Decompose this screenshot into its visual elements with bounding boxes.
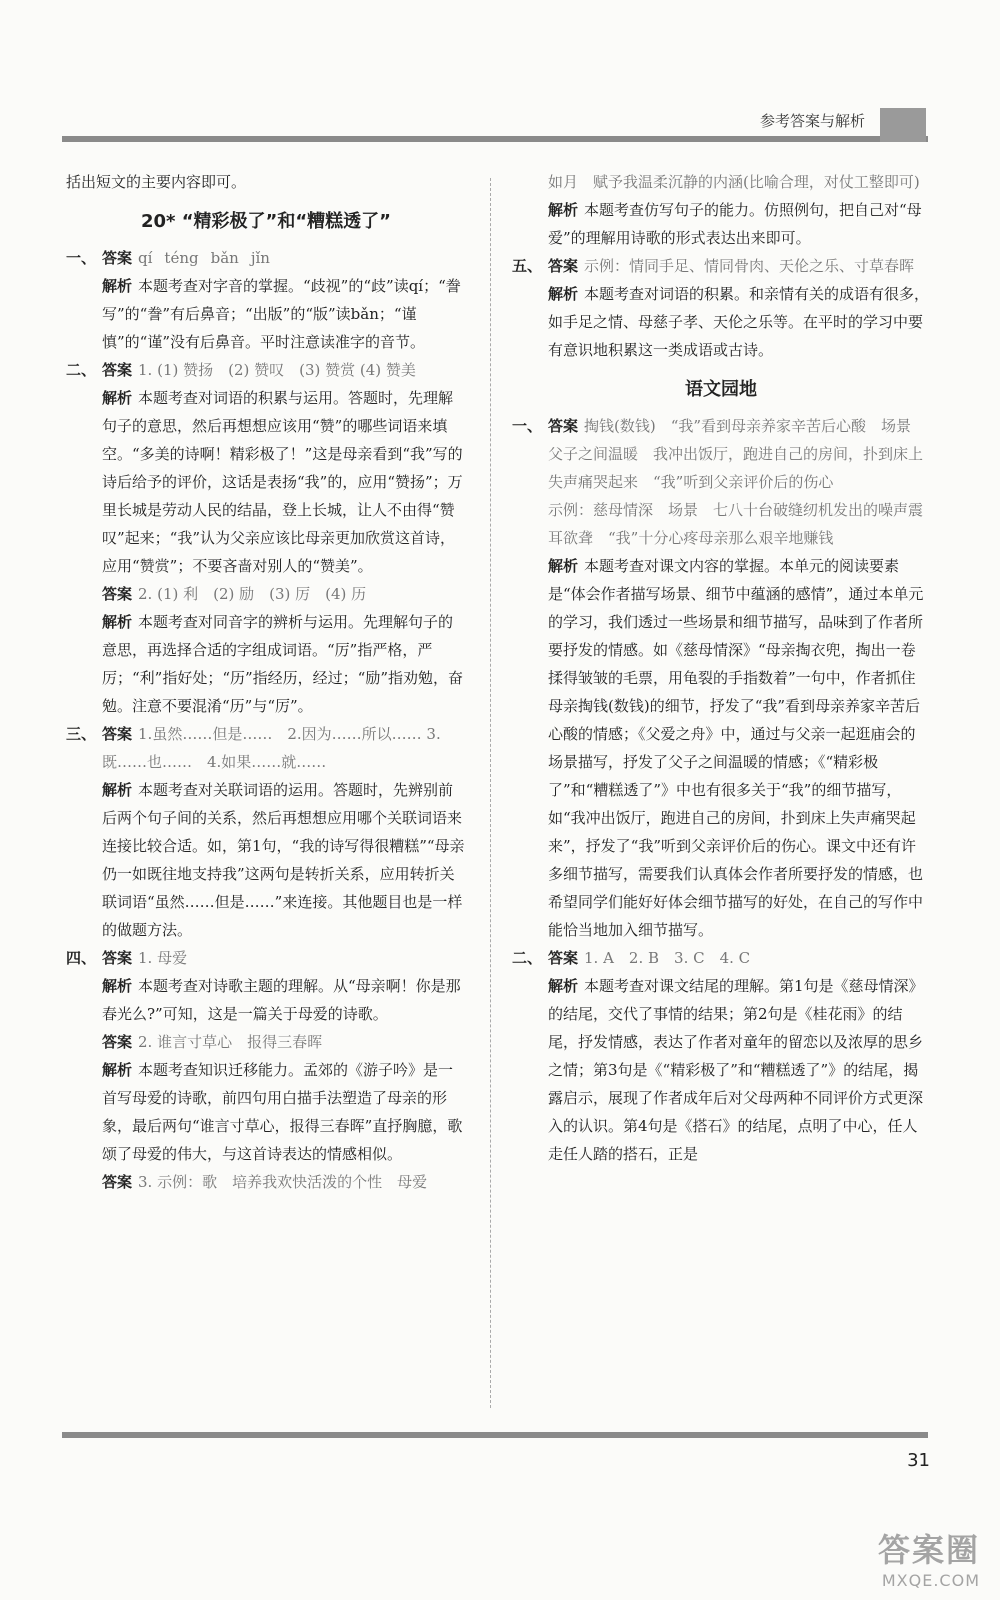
analysis-text: 本题考查对关联词语的运用。答题时，先辨别前后两个句子间的关系，然后再想想应用哪个关联词语来连接比较合适。如，第1句，“我的诗写得很糟糕”“母亲仍一如既往地支持我”这两句是转折关系，应用转折关联词语“虽然……但是……”来连接。其他题目也是一样的做题方法。 [102, 781, 465, 939]
answer-label: 答案 [548, 417, 579, 435]
intro-text: 括出短文的主要内容即可。 [66, 173, 247, 191]
footer-rule [62, 1432, 928, 1438]
garden-section-2 [512, 944, 930, 1168]
analysis-text: 本题考查仿写句子的能力。仿照例句，把自己对“母爱”的理解用诗歌的形式表达出来即可。 [548, 201, 922, 247]
section-1 [66, 244, 466, 356]
analysis-text: 本题考查对课文内容的掌握。本单元的阅读要素是“体会作者描写场景、细节中蕴涵的感情”，通过本单元的学习，我们透过一些场景和细节描写，品味到了作者所要抒发的情感。如《慈母情深》“母亲掏衣兜，掏出一卷揉得皱皱的毛票，用龟裂的手指数着”一句中，作者抓住母亲掏钱(数钱)的细节，抒发了“我”看到母亲养家辛苦后心酸的情感；《父爱之舟》中，通过与父亲一起逛庙会的场景描写，抒发了父子之间温暖的情感；《“精彩极了”和“糟糕透了”》中也有很多关于“我”的细节描写，如“我冲出饭厅，跑进自己的房间，扑到床上失声痛哭起来”，抒发了“我”听到父亲评价后的伤心。课文中还有许多细节描写，需要我们认真体会作者所要抒发的情感，也希望同学们能好好体会细节描写的好处，在自己的写作中能恰当地加入细节描写。 [548, 557, 924, 939]
left-column [66, 168, 466, 1196]
analysis-label: 解析 [548, 557, 579, 575]
answer-label: 答案 [102, 1173, 133, 1191]
answer-text: 3. 示例：歌 培养我欢快活泼的个性 母爱 [138, 1173, 428, 1191]
answer-label: 答案 [102, 949, 133, 967]
section-number: 二、 [512, 949, 543, 967]
page-number: 31 [907, 1450, 930, 1471]
answer-text: 1. 母爱 [138, 949, 188, 967]
column-divider [490, 178, 491, 1408]
analysis-label: 解析 [102, 781, 133, 799]
section-3 [66, 720, 466, 944]
answer-text: 示例：情同手足、情同骨肉、天伦之乐、寸草春晖 [584, 257, 915, 275]
analysis-text: 本题考查对诗歌主题的理解。从“母亲啊！你是那春光么?”可知，这是一篇关于母爱的诗歌。 [102, 977, 461, 1023]
analysis-label: 解析 [548, 977, 579, 995]
section-2 [66, 356, 466, 720]
section-number: 二、 [66, 361, 97, 379]
answer-label: 答案 [102, 585, 133, 603]
section-number: 五、 [512, 257, 543, 275]
section-5 [512, 252, 930, 364]
answer-label: 答案 [548, 257, 579, 275]
pinyin-2: téng [164, 249, 199, 267]
analysis-label: 解析 [102, 1061, 133, 1079]
answer-label: 答案 [102, 361, 133, 379]
section-number: 四、 [66, 949, 97, 967]
pinyin-answers [138, 249, 282, 267]
section-number: 三、 [66, 725, 97, 743]
analysis-text: 本题考查对同音字的辨析与运用。先理解句子的意思，再选择合适的字组成词语。“厉”指严格，严厉；“利”指好处；“历”指经历，经过；“励”指劝勉，奋勉。注意不要混淆“历”与“厉”。 [102, 613, 464, 715]
answer-text: 1. (1) 赞扬 (2) 赞叹 (3) 赞赏 (4) 赞美 [138, 361, 416, 379]
answer-label: 答案 [102, 725, 133, 743]
pinyin-3: bǎn [210, 249, 239, 267]
analysis-text: 本题考查知识迁移能力。孟郊的《游子吟》是一首写母爱的诗歌，前四句用白描手法塑造了母亲的形象，最后两句“谁言寸草心，报得三春晖”直抒胸臆，歌颂了母爱的伟大，与这首诗表达的情感相似。 [102, 1061, 463, 1163]
answer-text: 掏钱(数钱) “我”看到母亲养家辛苦后心酸 场景 父子之间温暖 我冲出饭厅，跑进自己的房间，扑到床上失声痛哭起来 “我”听到父亲评价后的伤心 [548, 417, 927, 491]
watermark-text: 答案圈 [877, 1531, 980, 1569]
header-rule [62, 136, 928, 142]
analysis-text: 本题考查对字音的掌握。“歧视”的“歧”读qí；“誊写”的“誊”有后鼻音；“出版”的“版”读bǎn；“谨慎”的“谨”没有后鼻音。平时注意读准字的音节。 [102, 277, 461, 351]
analysis-label: 解析 [102, 613, 133, 631]
lesson-title: 20* “精彩极了”和“糟糕透了” [140, 211, 392, 232]
answer-text: 2. 谁言寸草心 报得三春晖 [138, 1033, 323, 1051]
answer-text: 1.虽然……但是…… 2.因为……所以…… 3.既……也…… 4.如果……就…… [102, 725, 441, 771]
pinyin-1: qí [138, 249, 153, 267]
answer-label: 答案 [102, 1033, 133, 1051]
analysis-text: 本题考查对词语的积累。和亲情有关的成语有很多，如手足之情、母慈子孝、天伦之乐等。在平时的学习中要有意识地积累这一类成语或古诗。 [548, 285, 930, 359]
watermark-url: MXQE.COM [881, 1571, 980, 1590]
answer-label: 答案 [102, 249, 133, 267]
pinyin-4: jǐn [250, 249, 270, 267]
header-tab [880, 108, 926, 142]
answer-label: 答案 [548, 949, 579, 967]
right-column [512, 168, 930, 1168]
section-4 [66, 944, 466, 1196]
garden-title: 语文园地 [685, 379, 757, 400]
watermark-logo [878, 1525, 980, 1590]
analysis-label: 解析 [102, 977, 133, 995]
analysis-label: 解析 [548, 201, 579, 219]
answer-text: 2. (1) 利 (2) 励 (3) 厉 (4) 历 [138, 585, 367, 603]
section-number: 一、 [512, 417, 543, 435]
garden-section-1 [512, 412, 930, 944]
answer-text: 1. A 2. B 3. C 4. C [584, 949, 751, 967]
continued-answer: 如月 赋予我温柔沉静的内涵(比喻合理，对仗工整即可) [548, 173, 920, 191]
analysis-text: 本题考查对词语的积累与运用。答题时，先理解句子的意思，然后再想想应该用“赞”的哪些词语来填空。“多美的诗啊！精彩极了！”这是母亲看到“我”写的诗后给予的评价，这话是表扬“我”的，应用“赞扬”；万里长城是劳动人民的结晶，登上长城，让人不由得“赞叹”起来；“我”认为父亲应该比母亲更加欣赏这首诗，应用“赞赏”；不要吝啬对别人的“赞美”。 [102, 389, 463, 575]
analysis-label: 解析 [102, 389, 133, 407]
example-text: 示例：慈母情深 场景 七八十台破缝纫机发出的噪声震耳欲聋 “我”十分心疼母亲那么艰辛地赚钱 [548, 501, 924, 547]
analysis-label: 解析 [548, 285, 579, 303]
running-header: 参考答案与解析 [760, 112, 866, 130]
section-number: 一、 [66, 249, 97, 267]
analysis-text: 本题考查对课文结尾的理解。第1句是《慈母情深》的结尾，交代了事情的结果；第2句是《桂花雨》的结尾，抒发情感，表达了作者对童年的留恋以及浓厚的思乡之情；第3句是《“精彩极了”和“糟糕透了”》的结尾，揭露启示，展现了作者成年后对父母两种不同评价方式更深入的认识。第4句是《搭石》的结尾，点明了中心，任人走任人踏的搭石，正是 [548, 977, 924, 1163]
analysis-label: 解析 [102, 277, 133, 295]
